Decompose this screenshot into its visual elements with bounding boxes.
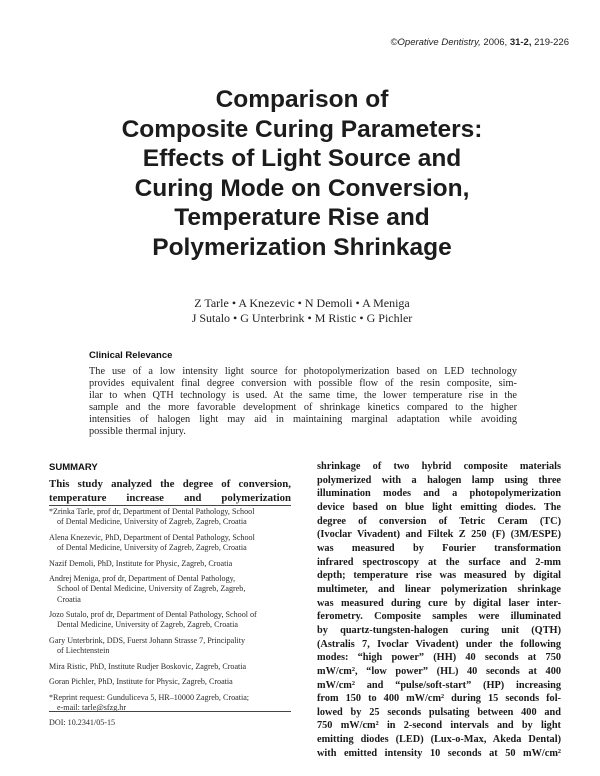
affiliation-line: of Liechtenstein xyxy=(57,646,110,656)
affiliation-line: of Dental Medicine, University of Zagreb, Zagreb, Croatia xyxy=(57,517,247,527)
journal-year: 2006, xyxy=(480,37,510,48)
text-line: multimeter, and linear polymerization shrinkage xyxy=(317,583,561,595)
clinical-relevance-heading: Clinical Relevance xyxy=(89,350,173,361)
affiliation-line: Andrej Meniga, prof dr, Department of Dental Pathology, xyxy=(49,574,236,584)
text-line: with emitted intensity 10 seconds at 50 mW/cm² xyxy=(317,747,561,759)
title-line: Curing Mode on Conversion, xyxy=(134,174,470,202)
title-line: Temperature Rise and xyxy=(174,204,430,231)
title-line: Polymerization Shrinkage xyxy=(152,233,452,261)
author-affiliations xyxy=(49,507,295,734)
copyright-symbol: © xyxy=(390,37,398,48)
text-line: depth; temperature rise was measured by digital xyxy=(317,570,561,582)
text-line: intensities of halogen light may aid in maintaining marginal adaptation while avoiding xyxy=(89,414,517,425)
affiliation-entry xyxy=(49,662,295,672)
text-line: lowed by 25 seconds pulsating between 400 and xyxy=(317,706,561,718)
affiliation-entry xyxy=(49,636,295,657)
affiliation-line: *Reprint request: Gunduliceva 5, HR–10000 Zagreb, Croatia; xyxy=(49,692,250,702)
text-line: temperature increase and polymerization xyxy=(49,491,291,504)
text-line: mW/cm², “low power” (HL) 40 seconds at 400 xyxy=(317,665,561,677)
text-line: illumination modes and a photopolymerization xyxy=(317,488,561,500)
journal-citation xyxy=(391,37,569,48)
affiliation-entry xyxy=(49,574,295,605)
text-line: (Ivoclar Vivadent) and Filtek Z 250 (F) (3M/ESPE) xyxy=(317,529,561,541)
doi xyxy=(49,718,295,728)
affiliation-line: Gary Unterbrink, DDS, Fuerst Johann Strasse 7, Principality xyxy=(49,635,246,645)
affiliation-line: of Dental Medicine, University of Zagreb, Zagreb, Croatia xyxy=(57,543,247,553)
text-line: device based on blue light emitting diodes. The xyxy=(317,501,561,513)
title-line: Composite Curing Parameters: xyxy=(121,115,483,143)
text-line: was measured during cure by digital laser inter- xyxy=(317,597,561,609)
affiliation-line: Croatia xyxy=(57,594,81,604)
affiliation-line: Goran Pichler, PhD, Institute for Physic, Zagreb, Croatia xyxy=(49,677,233,687)
text-line: ferometry. Composite samples were illuminated xyxy=(317,611,561,623)
title-line: Comparison of xyxy=(215,86,389,113)
summary-heading: SUMMARY xyxy=(49,462,98,473)
text-line: 750 mW/cm² in 2-second intervals and by light xyxy=(317,720,561,732)
text-line: This study analyzed the degree of conversion, xyxy=(49,478,291,490)
author-line: Z Tarle • A Knezevic • N Demoli • A Meniga xyxy=(194,296,410,310)
text-line: infrared spectroscopy at the surface and 2-mm xyxy=(317,556,561,568)
text-line: The use of a low intensity light source for photopolymerization based on LED technology xyxy=(89,366,517,377)
summary-continued xyxy=(317,460,561,760)
text-line: was measured by Fourier transformation xyxy=(317,542,561,554)
text-line: from 150 to 400 mW/cm² during 15 seconds fol- xyxy=(317,693,561,705)
text-line: provides equivalent final degree conversion with possible flow of the resin composite, sim- xyxy=(89,378,517,389)
affiliation-line: Mira Ristic, PhD, Institute Rudjer Boskovic, Zagreb, Croatia xyxy=(49,661,247,671)
affiliation-entry xyxy=(49,507,295,528)
journal-name: Operative Dentistry, xyxy=(397,37,481,48)
affiliation-line: School of Dental Medicine, University of Zagreb, Zagreb, xyxy=(57,584,246,594)
affiliation-line: Nazif Demoli, PhD, Institute for Physic, Zagreb, Croatia xyxy=(49,558,233,568)
text-line: possible thermal injury. xyxy=(89,426,186,437)
affiliation-line: Jozo Sutalo, prof dr, Department of Dental Pathology, School of xyxy=(49,610,257,620)
article-title xyxy=(60,85,544,262)
author-line: J Sutalo • G Unterbrink • M Ristic • G Pichler xyxy=(191,311,413,325)
affiliation-line: Dental Medicine, University of Zagreb, Zagreb, Croatia xyxy=(57,620,238,630)
text-line: mW/cm² and “pulse/soft-start” (HP) increasing xyxy=(317,679,561,691)
affiliation-entry xyxy=(49,610,295,631)
affiliation-entry xyxy=(49,533,295,554)
clinical-relevance-text xyxy=(89,366,517,438)
summary-lead xyxy=(49,478,291,505)
footer-divider xyxy=(49,711,291,712)
affiliation-entry xyxy=(49,559,295,569)
affiliation-line: *Zrinka Tarle, prof dr, Department of Dental Pathology, School xyxy=(49,507,255,516)
text-line: ilar to when QTH technology is used. At the same time, the lower temperature rise in the xyxy=(89,390,517,401)
text-line: shrinkage of two hybrid composite materials xyxy=(317,461,561,472)
title-line: Effects of Light Source and xyxy=(142,145,462,172)
journal-pages: 219-226 xyxy=(531,37,569,48)
text-line: sample and the more favorable development of shrinkage kinetics compared to the higher xyxy=(89,402,517,413)
doi-text: DOI: 10.2341/05-15 xyxy=(49,718,116,728)
text-line: degree of conversion of Tetric Ceram (TC) xyxy=(317,515,561,527)
affiliation-divider xyxy=(49,505,291,506)
text-line: (Astralis 7, Ivoclar Vivadent) under the following xyxy=(317,638,561,650)
journal-volume: 31-2, xyxy=(509,37,532,48)
author-list xyxy=(60,296,544,326)
text-line: modes: “high power” (HH) 40 seconds at 750 xyxy=(317,652,561,664)
affiliation-line: e-mail: tarle@sfzg.hr xyxy=(57,702,127,712)
affiliation-entry xyxy=(49,677,295,687)
affiliation-line: Alena Knezevic, PhD, Department of Dental Pathology, School xyxy=(49,532,255,542)
text-line: emitting diodes (LED) (Lux-o-Max, Akeda Dental) xyxy=(317,734,561,746)
text-line: by quartz-tungsten-halogen curing unit (QTH) xyxy=(317,624,561,636)
text-line: polymerized with a halogen lamp using three xyxy=(317,474,561,486)
